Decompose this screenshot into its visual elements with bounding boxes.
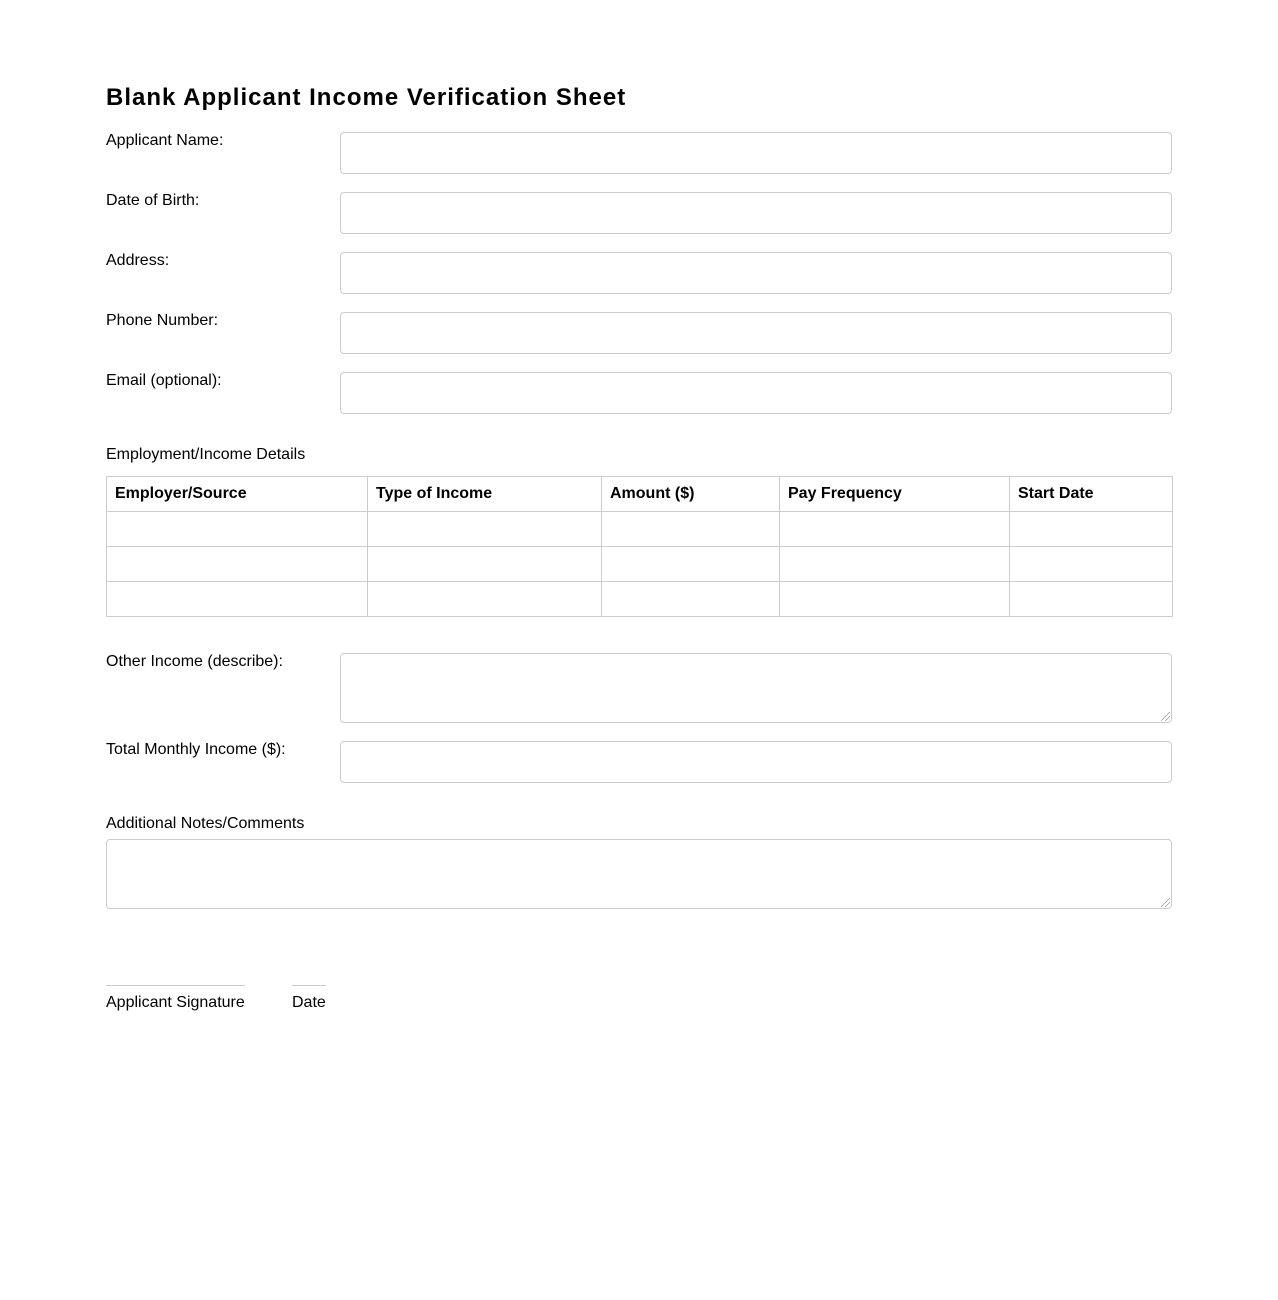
date-of-birth-label: Date of Birth: bbox=[106, 192, 200, 209]
additional-notes-label: Additional Notes/Comments bbox=[106, 815, 305, 832]
additional-notes-textarea[interactable] bbox=[106, 839, 1172, 909]
signature-date-label: Date bbox=[292, 994, 326, 1011]
column-header-employer-source: Employer/Source bbox=[107, 477, 368, 512]
table-row bbox=[107, 582, 1173, 617]
applicant-signature-label: Applicant Signature bbox=[106, 994, 245, 1011]
page-title: Blank Applicant Income Verification Sheet bbox=[106, 84, 627, 111]
phone-number-label: Phone Number: bbox=[106, 312, 219, 329]
employment-section-label: Employment/Income Details bbox=[106, 446, 306, 463]
table-header-row bbox=[107, 477, 1173, 512]
employer-source-cell[interactable] bbox=[107, 582, 368, 617]
type-of-income-cell[interactable] bbox=[368, 512, 602, 547]
employer-source-cell[interactable] bbox=[107, 547, 368, 582]
amount-cell[interactable] bbox=[602, 547, 780, 582]
email-input[interactable] bbox=[340, 372, 1172, 414]
employer-source-cell[interactable] bbox=[107, 512, 368, 547]
type-of-income-cell[interactable] bbox=[368, 582, 602, 617]
resize-grip-icon[interactable] bbox=[1161, 712, 1170, 721]
start-date-cell[interactable] bbox=[1010, 547, 1173, 582]
other-income-textarea[interactable] bbox=[340, 653, 1172, 723]
table-row bbox=[107, 512, 1173, 547]
pay-frequency-cell[interactable] bbox=[780, 512, 1010, 547]
amount-cell[interactable] bbox=[602, 512, 780, 547]
start-date-cell[interactable] bbox=[1010, 582, 1173, 617]
column-header-amount: Amount ($) bbox=[602, 477, 780, 512]
address-input[interactable] bbox=[340, 252, 1172, 294]
applicant-name-label: Applicant Name: bbox=[106, 132, 224, 149]
employment-income-table bbox=[106, 476, 1173, 617]
email-label: Email (optional): bbox=[106, 372, 222, 389]
type-of-income-cell[interactable] bbox=[368, 547, 602, 582]
total-monthly-income-label: Total Monthly Income ($): bbox=[106, 741, 286, 758]
total-monthly-income-input[interactable] bbox=[340, 741, 1172, 783]
column-header-pay-frequency: Pay Frequency bbox=[780, 477, 1010, 512]
address-label: Address: bbox=[106, 252, 170, 269]
phone-number-input[interactable] bbox=[340, 312, 1172, 354]
pay-frequency-cell[interactable] bbox=[780, 547, 1010, 582]
applicant-signature-line[interactable] bbox=[106, 985, 245, 1012]
applicant-name-input[interactable] bbox=[340, 132, 1172, 174]
date-of-birth-input[interactable] bbox=[340, 192, 1172, 234]
column-header-start-date: Start Date bbox=[1010, 477, 1173, 512]
table-row bbox=[107, 547, 1173, 582]
amount-cell[interactable] bbox=[602, 582, 780, 617]
start-date-cell[interactable] bbox=[1010, 512, 1173, 547]
column-header-type-of-income: Type of Income bbox=[368, 477, 602, 512]
pay-frequency-cell[interactable] bbox=[780, 582, 1010, 617]
resize-grip-icon[interactable] bbox=[1161, 898, 1170, 907]
other-income-label: Other Income (describe): bbox=[106, 653, 283, 670]
signature-date-line[interactable] bbox=[292, 985, 326, 1012]
